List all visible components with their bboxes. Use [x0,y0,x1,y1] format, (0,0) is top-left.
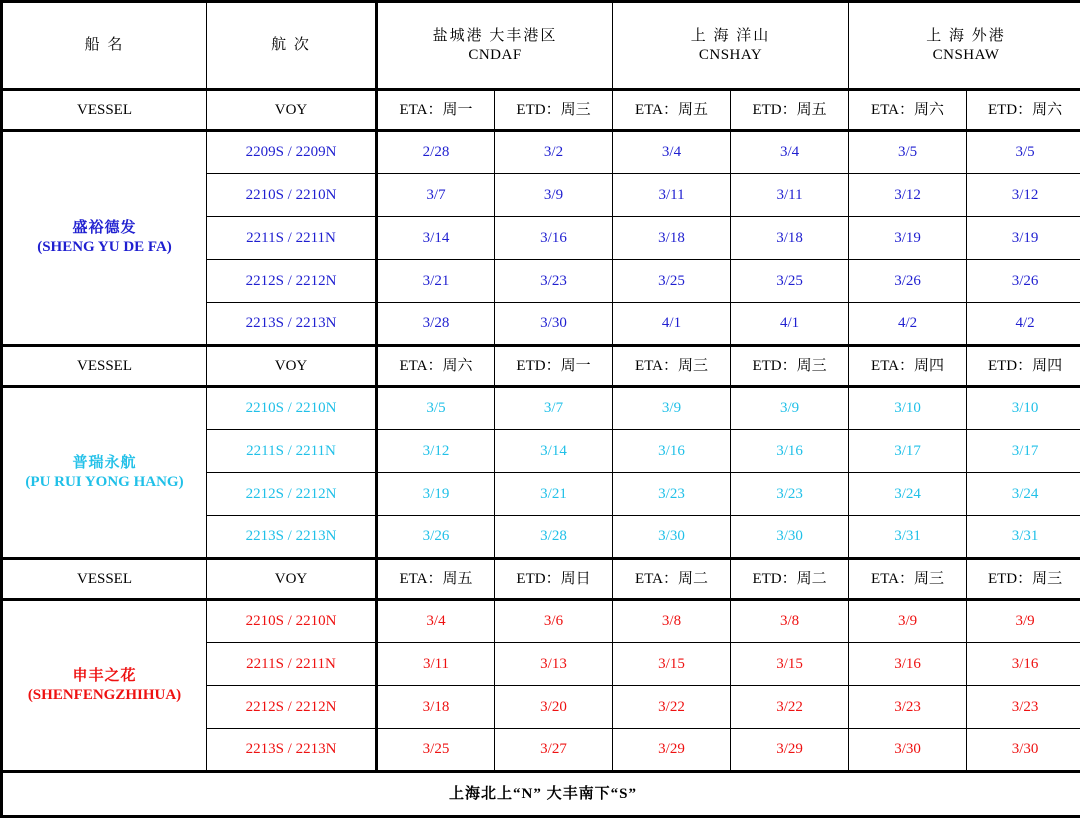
voyage-cell: 2211S / 2211N [207,217,377,260]
sub-header-etd-cnshay: ETD：周五 [731,90,849,131]
date-cell: 3/25 [613,260,731,303]
sub-header-row [2,559,1080,600]
sub-header-eta-cndaf: ETA：周六 [377,346,495,387]
date-cell: 3/4 [377,600,495,643]
date-cell: 3/11 [613,174,731,217]
voyage-cell: 2213S / 2213N [207,729,377,772]
date-cell: 3/11 [731,174,849,217]
date-cell: 3/12 [967,174,1080,217]
date-cell: 3/18 [613,217,731,260]
date-cell: 3/15 [613,643,731,686]
date-cell: 4/1 [613,303,731,346]
date-cell: 3/5 [849,131,967,174]
vessel-name-cn: 普瑞永航 [6,454,203,473]
date-cell: 3/6 [495,600,613,643]
vessel-cell-shenfengzhihua [2,600,207,772]
date-cell: 3/30 [495,303,613,346]
date-cell: 3/30 [849,729,967,772]
date-cell: 3/9 [849,600,967,643]
date-cell: 3/26 [377,516,495,559]
date-cell: 3/25 [731,260,849,303]
port-cn-label: 上 海 洋山 [616,27,845,46]
sub-header-etd-cnshaw: ETD：周六 [967,90,1080,131]
date-cell: 3/23 [613,473,731,516]
sub-header-etd-cndaf: ETD：周日 [495,559,613,600]
date-cell: 3/17 [849,430,967,473]
date-cell: 3/16 [731,430,849,473]
port-code-label: CNSHAY [616,46,845,65]
sub-header-voy-label: VOY [207,90,377,131]
date-cell: 3/14 [495,430,613,473]
sub-header-eta-cnshay: ETA：周五 [613,90,731,131]
sub-header-etd-cndaf: ETD：周三 [495,90,613,131]
table-row [2,131,1080,174]
date-cell: 3/31 [849,516,967,559]
sub-header-eta-cnshaw: ETA：周四 [849,346,967,387]
date-cell: 3/9 [495,174,613,217]
sub-header-etd-cndaf: ETD：周一 [495,346,613,387]
vessel-cell-sheng-yu-de-fa [2,131,207,346]
date-cell: 3/26 [849,260,967,303]
sub-header-etd-cnshay: ETD：周三 [731,346,849,387]
date-cell: 3/20 [495,686,613,729]
vessel-name-cn: 申丰之花 [6,667,203,686]
voyage-cell: 2213S / 2213N [207,516,377,559]
date-cell: 3/29 [731,729,849,772]
date-cell: 3/27 [495,729,613,772]
date-cell: 3/30 [967,729,1080,772]
date-cell: 3/15 [731,643,849,686]
sub-header-vessel-label: VESSEL [2,346,207,387]
voyage-cell: 2211S / 2211N [207,430,377,473]
sub-header-eta-cndaf: ETA：周五 [377,559,495,600]
sub-header-eta-cnshaw: ETA：周三 [849,559,967,600]
voyage-cell: 2212S / 2212N [207,473,377,516]
date-cell: 4/1 [731,303,849,346]
date-cell: 3/10 [967,387,1080,430]
date-cell: 3/16 [849,643,967,686]
date-cell: 3/19 [377,473,495,516]
voyage-cell: 2211S / 2211N [207,643,377,686]
header-port-cnshay [613,2,849,90]
date-cell: 3/5 [377,387,495,430]
date-cell: 3/22 [613,686,731,729]
sub-header-etd-cnshay: ETD：周二 [731,559,849,600]
vessel-cell-pu-rui-yong-hang [2,387,207,559]
footer-note: 上海北上“N” 大丰南下“S” [2,772,1080,817]
voyage-cell: 2212S / 2212N [207,260,377,303]
sub-header-row [2,346,1080,387]
date-cell: 3/9 [613,387,731,430]
date-cell: 4/2 [849,303,967,346]
date-cell: 3/19 [967,217,1080,260]
vessel-name-en: (SHENFENGZHIHUA) [6,686,203,705]
sub-header-eta-cndaf: ETA：周一 [377,90,495,131]
sub-header-etd-cnshaw: ETD：周三 [967,559,1080,600]
date-cell: 3/23 [731,473,849,516]
date-cell: 3/22 [731,686,849,729]
date-cell: 3/19 [849,217,967,260]
voyage-cell: 2209S / 2209N [207,131,377,174]
date-cell: 3/16 [967,643,1080,686]
date-cell: 3/8 [613,600,731,643]
table-row [2,600,1080,643]
header-port-cnshaw [849,2,1080,90]
date-cell: 3/5 [967,131,1080,174]
sub-header-etd-cnshaw: ETD：周四 [967,346,1080,387]
vessel-name-en: (SHENG YU DE FA) [6,238,203,257]
date-cell: 3/25 [377,729,495,772]
date-cell: 3/10 [849,387,967,430]
date-cell: 3/23 [849,686,967,729]
header-vessel-name: 船 名 [2,2,207,90]
table-header-row [2,2,1080,90]
sub-header-voy-label: VOY [207,559,377,600]
date-cell: 3/23 [967,686,1080,729]
sub-header-vessel-label: VESSEL [2,559,207,600]
sub-header-eta-cnshaw: ETA：周六 [849,90,967,131]
sub-header-eta-cnshay: ETA：周二 [613,559,731,600]
sub-header-vessel-label: VESSEL [2,90,207,131]
date-cell: 3/12 [377,430,495,473]
date-cell: 3/24 [849,473,967,516]
date-cell: 3/28 [495,516,613,559]
date-cell: 3/7 [377,174,495,217]
port-cn-label: 盐城港 大丰港区 [381,27,609,46]
header-voyage: 航 次 [207,2,377,90]
date-cell: 3/7 [495,387,613,430]
date-cell: 3/29 [613,729,731,772]
date-cell: 3/4 [613,131,731,174]
port-cn-label: 上 海 外港 [852,27,1080,46]
date-cell: 3/4 [731,131,849,174]
table-row [2,387,1080,430]
port-code-label: CNSHAW [852,46,1080,65]
header-port-cndaf [377,2,613,90]
voyage-cell: 2213S / 2213N [207,303,377,346]
voyage-cell: 2210S / 2210N [207,174,377,217]
voyage-cell: 2210S / 2210N [207,387,377,430]
date-cell: 3/14 [377,217,495,260]
vessel-name-cn: 盛裕德发 [6,219,203,238]
voyage-cell: 2210S / 2210N [207,600,377,643]
date-cell: 4/2 [967,303,1080,346]
sub-header-row [2,90,1080,131]
date-cell: 3/18 [731,217,849,260]
date-cell: 3/31 [967,516,1080,559]
sub-header-eta-cnshay: ETA：周三 [613,346,731,387]
date-cell: 3/9 [731,387,849,430]
date-cell: 3/2 [495,131,613,174]
date-cell: 3/21 [377,260,495,303]
date-cell: 3/23 [495,260,613,303]
date-cell: 3/24 [967,473,1080,516]
voyage-cell: 2212S / 2212N [207,686,377,729]
date-cell: 3/26 [967,260,1080,303]
date-cell: 3/11 [377,643,495,686]
date-cell: 3/30 [613,516,731,559]
date-cell: 3/28 [377,303,495,346]
vessel-name-en: (PU RUI YONG HANG) [6,473,203,492]
date-cell: 3/9 [967,600,1080,643]
sub-header-voy-label: VOY [207,346,377,387]
date-cell: 3/18 [377,686,495,729]
port-code-label: CNDAF [381,46,609,65]
date-cell: 3/16 [495,217,613,260]
date-cell: 3/13 [495,643,613,686]
date-cell: 2/28 [377,131,495,174]
date-cell: 3/30 [731,516,849,559]
date-cell: 3/8 [731,600,849,643]
date-cell: 3/12 [849,174,967,217]
date-cell: 3/21 [495,473,613,516]
date-cell: 3/17 [967,430,1080,473]
date-cell: 3/16 [613,430,731,473]
